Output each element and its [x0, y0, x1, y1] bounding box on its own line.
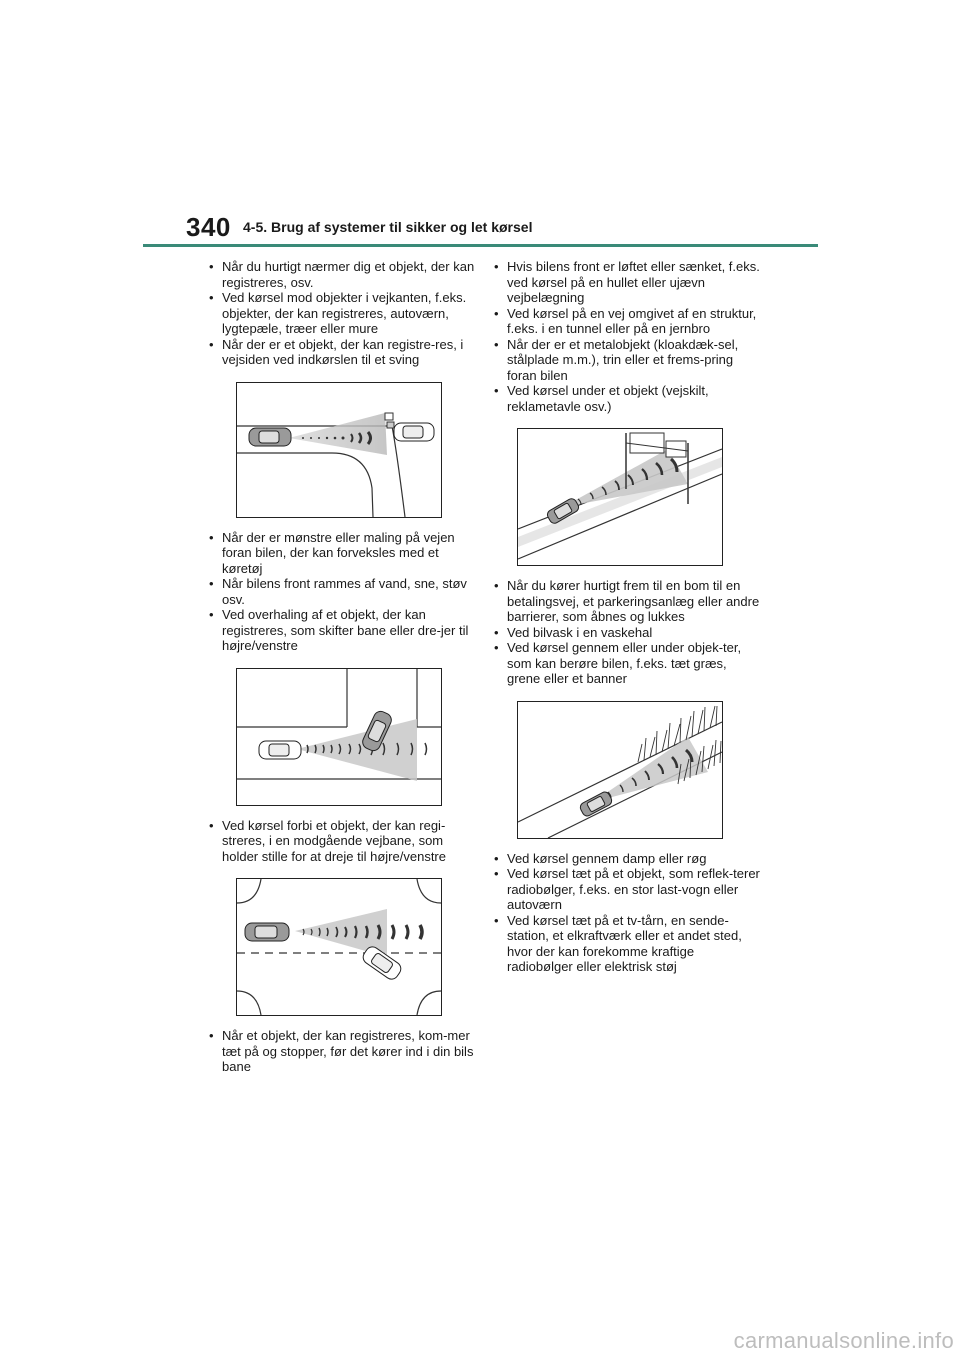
- list-item: • Ved bilvask i en vaskehal: [491, 625, 761, 641]
- list-item: • Ved kørsel forbi et objekt, der kan regi-streres, i en modgående vejbane, som holder stille for at dreje til højre/venstre: [206, 818, 476, 865]
- illustration-overtaking-turning: [236, 668, 442, 806]
- list-item: • Ved overhaling af et objekt, der kan registreres, som skifter bane eller dre-jer til højre/venstre: [206, 607, 476, 654]
- list-item: • Hvis bilens front er løftet eller sænket, f.eks. ved kørsel på en hullet eller ujævn vejbelægning: [491, 259, 761, 306]
- list-item: • Når et objekt, der kan registreres, kom-mer tæt på og stopper, før det kører ind i din bils bane: [206, 1028, 476, 1075]
- illustration-curve-roadside-object: [236, 382, 442, 518]
- illustration-dense-grass: [517, 701, 723, 839]
- section-title: 4-5. Brug af systemer til sikker og let kørsel: [243, 219, 533, 235]
- list-item: • Ved kørsel på en vej omgivet af en struktur, f.eks. i en tunnel eller på en jernbro: [491, 306, 761, 337]
- list-item: • Ved kørsel gennem damp eller røg: [491, 851, 761, 867]
- illustration-oncoming-turning: [236, 878, 442, 1016]
- bullet-list: [206, 530, 476, 654]
- list-item: • Når der er et metalobjekt (kloakdæk-sel, stålplade m.m.), trin eller et frems-pring foran bilen: [491, 337, 761, 384]
- bullet-list: [491, 259, 761, 414]
- list-item: • Når du hurtigt nærmer dig et objekt, der kan registreres, osv.: [206, 259, 476, 290]
- list-item: • Når du kører hurtigt frem til en bom til en betalingsvej, et parkeringsanlæg eller andre barrierer, som åbnes og lukkes: [491, 578, 761, 625]
- bullet-list: [491, 578, 761, 687]
- list-item: • Ved kørsel under et objekt (vejskilt, reklametavle osv.): [491, 383, 761, 414]
- list-item: • Ved kørsel tæt på et objekt, som reflek-terer radiobølger, f.eks. en stor last-vogn eller autoværn: [491, 866, 761, 913]
- watermark: carmanualsonline.info: [733, 1328, 954, 1353]
- list-item: • Når der er mønstre eller maling på vejen foran bilen, der kan forveksles med et køretøj: [206, 530, 476, 577]
- list-item: • Ved kørsel tæt på et tv-tårn, en sende-station, et elkraftværk eller et andet sted, hvor der kan forekomme kraftige radiobølger eller elektrisk støj: [491, 913, 761, 975]
- right-column: [491, 259, 761, 975]
- list-item: • Ved kørsel mod objekter i vejkanten, f.eks. objekter, der kan registreres, autoværn, lygtepæle, træer eller mure: [206, 290, 476, 337]
- list-item: • Ved kørsel gennem eller under objek-ter, som kan berøre bilen, f.eks. tæt græs, grene eller et banner: [491, 640, 761, 687]
- bullet-list: [491, 851, 761, 975]
- illustration-overhead-sign: [517, 428, 723, 566]
- left-column: [206, 259, 476, 1075]
- header-rule: [143, 244, 818, 247]
- list-item: • Når bilens front rammes af vand, sne, støv osv.: [206, 576, 476, 607]
- list-item: • Når der er et objekt, der kan registre-res, i vejsiden ved indkørslen til et sving: [206, 337, 476, 368]
- bullet-list: [206, 818, 476, 865]
- bullet-list: [206, 259, 476, 368]
- bullet-list: [206, 1028, 476, 1075]
- page-number: 340: [186, 212, 231, 242]
